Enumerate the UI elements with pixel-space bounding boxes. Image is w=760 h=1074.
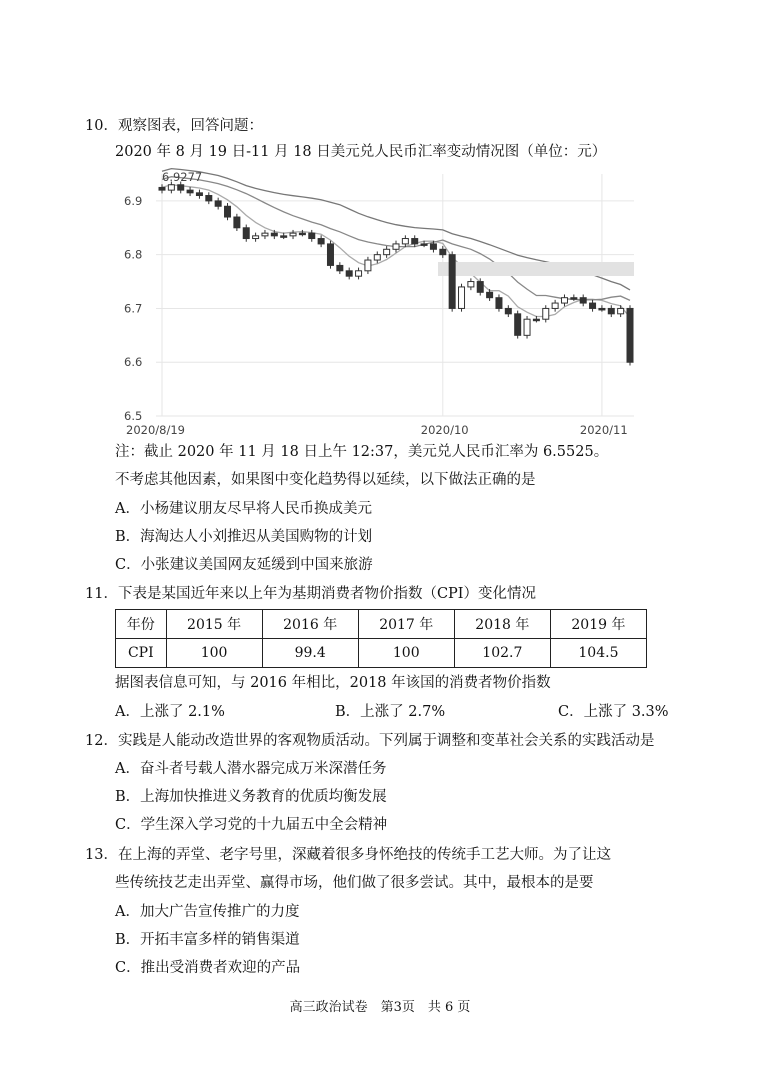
- q13-stem-line: [85, 845, 611, 865]
- candle-body: [318, 239, 324, 244]
- q10-option-c: C．小张建议美国网友延缓到中国来旅游: [115, 557, 373, 573]
- table-cell: 100: [358, 639, 454, 668]
- candle-body: [253, 236, 259, 239]
- q11-stem: 下表是某国近年来以上年为基期消费者物价指数（CPI）变化情况: [117, 586, 537, 602]
- candle-body: [543, 308, 549, 319]
- q11-stem-line: [85, 584, 536, 604]
- candle-body: [178, 185, 184, 190]
- table-cell: 99.4: [262, 639, 358, 668]
- candle-body: [515, 314, 521, 336]
- table-cell: 104.5: [550, 639, 646, 668]
- q12-stem-line: [85, 731, 654, 751]
- candle-body: [262, 233, 268, 236]
- candle-body: [168, 185, 174, 190]
- candle-body: [608, 308, 614, 313]
- candle-body: [374, 255, 380, 260]
- candle-body: [327, 244, 333, 266]
- q12-stem: 实践是人能动改造世界的客观物质活动。下列属于调整和变革社会关系的实践活动是: [117, 733, 655, 749]
- q11-option-a: A．上涨了 2.1%: [115, 704, 225, 720]
- q13-option-c: C．推出受消费者欢迎的产品: [115, 960, 301, 976]
- candle-body: [159, 187, 165, 190]
- q12-option-b: B．上海加快推进义务教育的优质均衡发展: [115, 789, 387, 805]
- candle-body: [346, 271, 352, 276]
- candle-body: [187, 190, 193, 193]
- q11-question: 据图表信息可知，与 2016 年相比，2018 年该国的消费者物价指数: [115, 675, 551, 691]
- moving-average-line: [162, 177, 630, 301]
- y-tick-label: 6.8: [124, 247, 143, 262]
- candle-body: [309, 233, 315, 238]
- table-cell: CPI: [116, 639, 167, 668]
- candle-body: [599, 308, 605, 310]
- candle-body: [243, 228, 249, 239]
- candle-body: [459, 287, 465, 309]
- candle-body: [421, 244, 427, 246]
- candle-body: [215, 201, 221, 206]
- candle-body: [590, 303, 596, 308]
- y-tick-label: 6.7: [124, 301, 143, 316]
- candle-body: [449, 255, 455, 309]
- table-cell: 2018 年: [454, 610, 550, 639]
- candle-body: [290, 233, 296, 236]
- candle-body: [627, 308, 633, 362]
- q10-option-b: B．海淘达人小刘推迟从美国购物的计划: [115, 529, 373, 545]
- candle-body: [206, 196, 212, 201]
- y-tick-label: 6.5: [124, 409, 143, 423]
- candle-body: [337, 265, 343, 270]
- q12-number: 12．: [85, 733, 118, 749]
- q11-option-c: C．上涨了 3.3%: [558, 704, 669, 720]
- q10-number: 10．: [85, 118, 118, 134]
- table-cell: 2015 年: [166, 610, 262, 639]
- candle-body: [505, 308, 511, 313]
- cpi-table-header-row: [116, 610, 647, 639]
- q10-chart-title: 2020 年 8 月 19 日-11 月 18 日美元兑人民币汇率变动情况图（单位：元）: [115, 144, 607, 160]
- q13-stem-1: 在上海的弄堂、老字号里，深藏着很多身怀绝技的传统手工艺大师。为了让这: [117, 847, 611, 863]
- candle-body: [561, 298, 567, 303]
- q10-option-a: A．小杨建议朋友尽早将人民币换成美元: [115, 501, 372, 517]
- candle-body: [580, 298, 586, 303]
- q12-option-a: A．奋斗者号载人潜水器完成万米深潜任务: [115, 761, 387, 777]
- candle-body: [430, 244, 436, 249]
- table-cell: 2016 年: [262, 610, 358, 639]
- q10-note: 注：截止 2020 年 11 月 18 日上午 12:37，美元兑人民币汇率为 6.5525。: [115, 444, 609, 460]
- page-footer: 高三政治试卷 第3页 共 6 页: [289, 1000, 471, 1015]
- table-cell: 2019 年: [550, 610, 646, 639]
- candle-body: [384, 249, 390, 254]
- table-cell: 2017 年: [358, 610, 454, 639]
- table-cell: 年份: [116, 610, 167, 639]
- q10-question: 不考虑其他因素，如果图中变化趋势得以延续，以下做法正确的是: [115, 472, 536, 488]
- x-tick-label: 2020/10: [420, 423, 469, 437]
- candle-body: [524, 319, 530, 335]
- candle-body: [196, 193, 202, 196]
- resistance-band: [438, 262, 634, 276]
- candle-body: [440, 249, 446, 254]
- q11-number: 11．: [85, 586, 118, 602]
- q10-stem: 观察图表，回答问题：: [117, 118, 263, 134]
- q13-option-a: A．加大广告宣传推广的力度: [115, 904, 300, 920]
- candle-body: [365, 260, 371, 271]
- q13-number: 13．: [85, 847, 118, 863]
- candle-body: [281, 236, 287, 238]
- candle-body: [271, 233, 277, 236]
- candle-body: [234, 217, 240, 228]
- candle-body: [393, 244, 399, 249]
- candle-body: [299, 233, 305, 235]
- candle-body: [496, 298, 502, 309]
- y-tick-label: 6.9: [124, 193, 143, 208]
- cpi-table: [115, 609, 647, 668]
- table-cell: 102.7: [454, 639, 550, 668]
- exchange-rate-chart: [120, 166, 642, 438]
- q13-stem-2: 些传统技艺走出弄堂、赢得市场，他们做了很多尝试。其中，最根本的是要: [115, 875, 594, 891]
- candle-body: [468, 282, 474, 287]
- x-tick-label: 2020/8/19: [126, 423, 185, 437]
- q11-option-b: B．上涨了 2.7%: [335, 704, 446, 720]
- high-annotation: 6.9277: [162, 170, 203, 184]
- q12-option-c: C．学生深入学习党的十九届五中全会精神: [115, 817, 388, 833]
- candle-body: [477, 282, 483, 293]
- candle-body: [571, 298, 577, 300]
- q10-stem-line: [85, 116, 263, 136]
- candle-body: [402, 239, 408, 244]
- candle-body: [618, 308, 624, 313]
- q13-option-b: B．开拓丰富多样的销售渠道: [115, 932, 300, 948]
- candle-body: [533, 319, 539, 321]
- candle-body: [412, 239, 418, 244]
- candle-body: [225, 206, 231, 217]
- candle-body: [356, 271, 362, 276]
- y-tick-label: 6.6: [124, 355, 143, 370]
- candle-body: [552, 303, 558, 308]
- table-cell: 100: [166, 639, 262, 668]
- cpi-table-data-row: [116, 639, 647, 668]
- x-tick-label: 2020/11: [579, 423, 628, 437]
- candle-body: [487, 292, 493, 297]
